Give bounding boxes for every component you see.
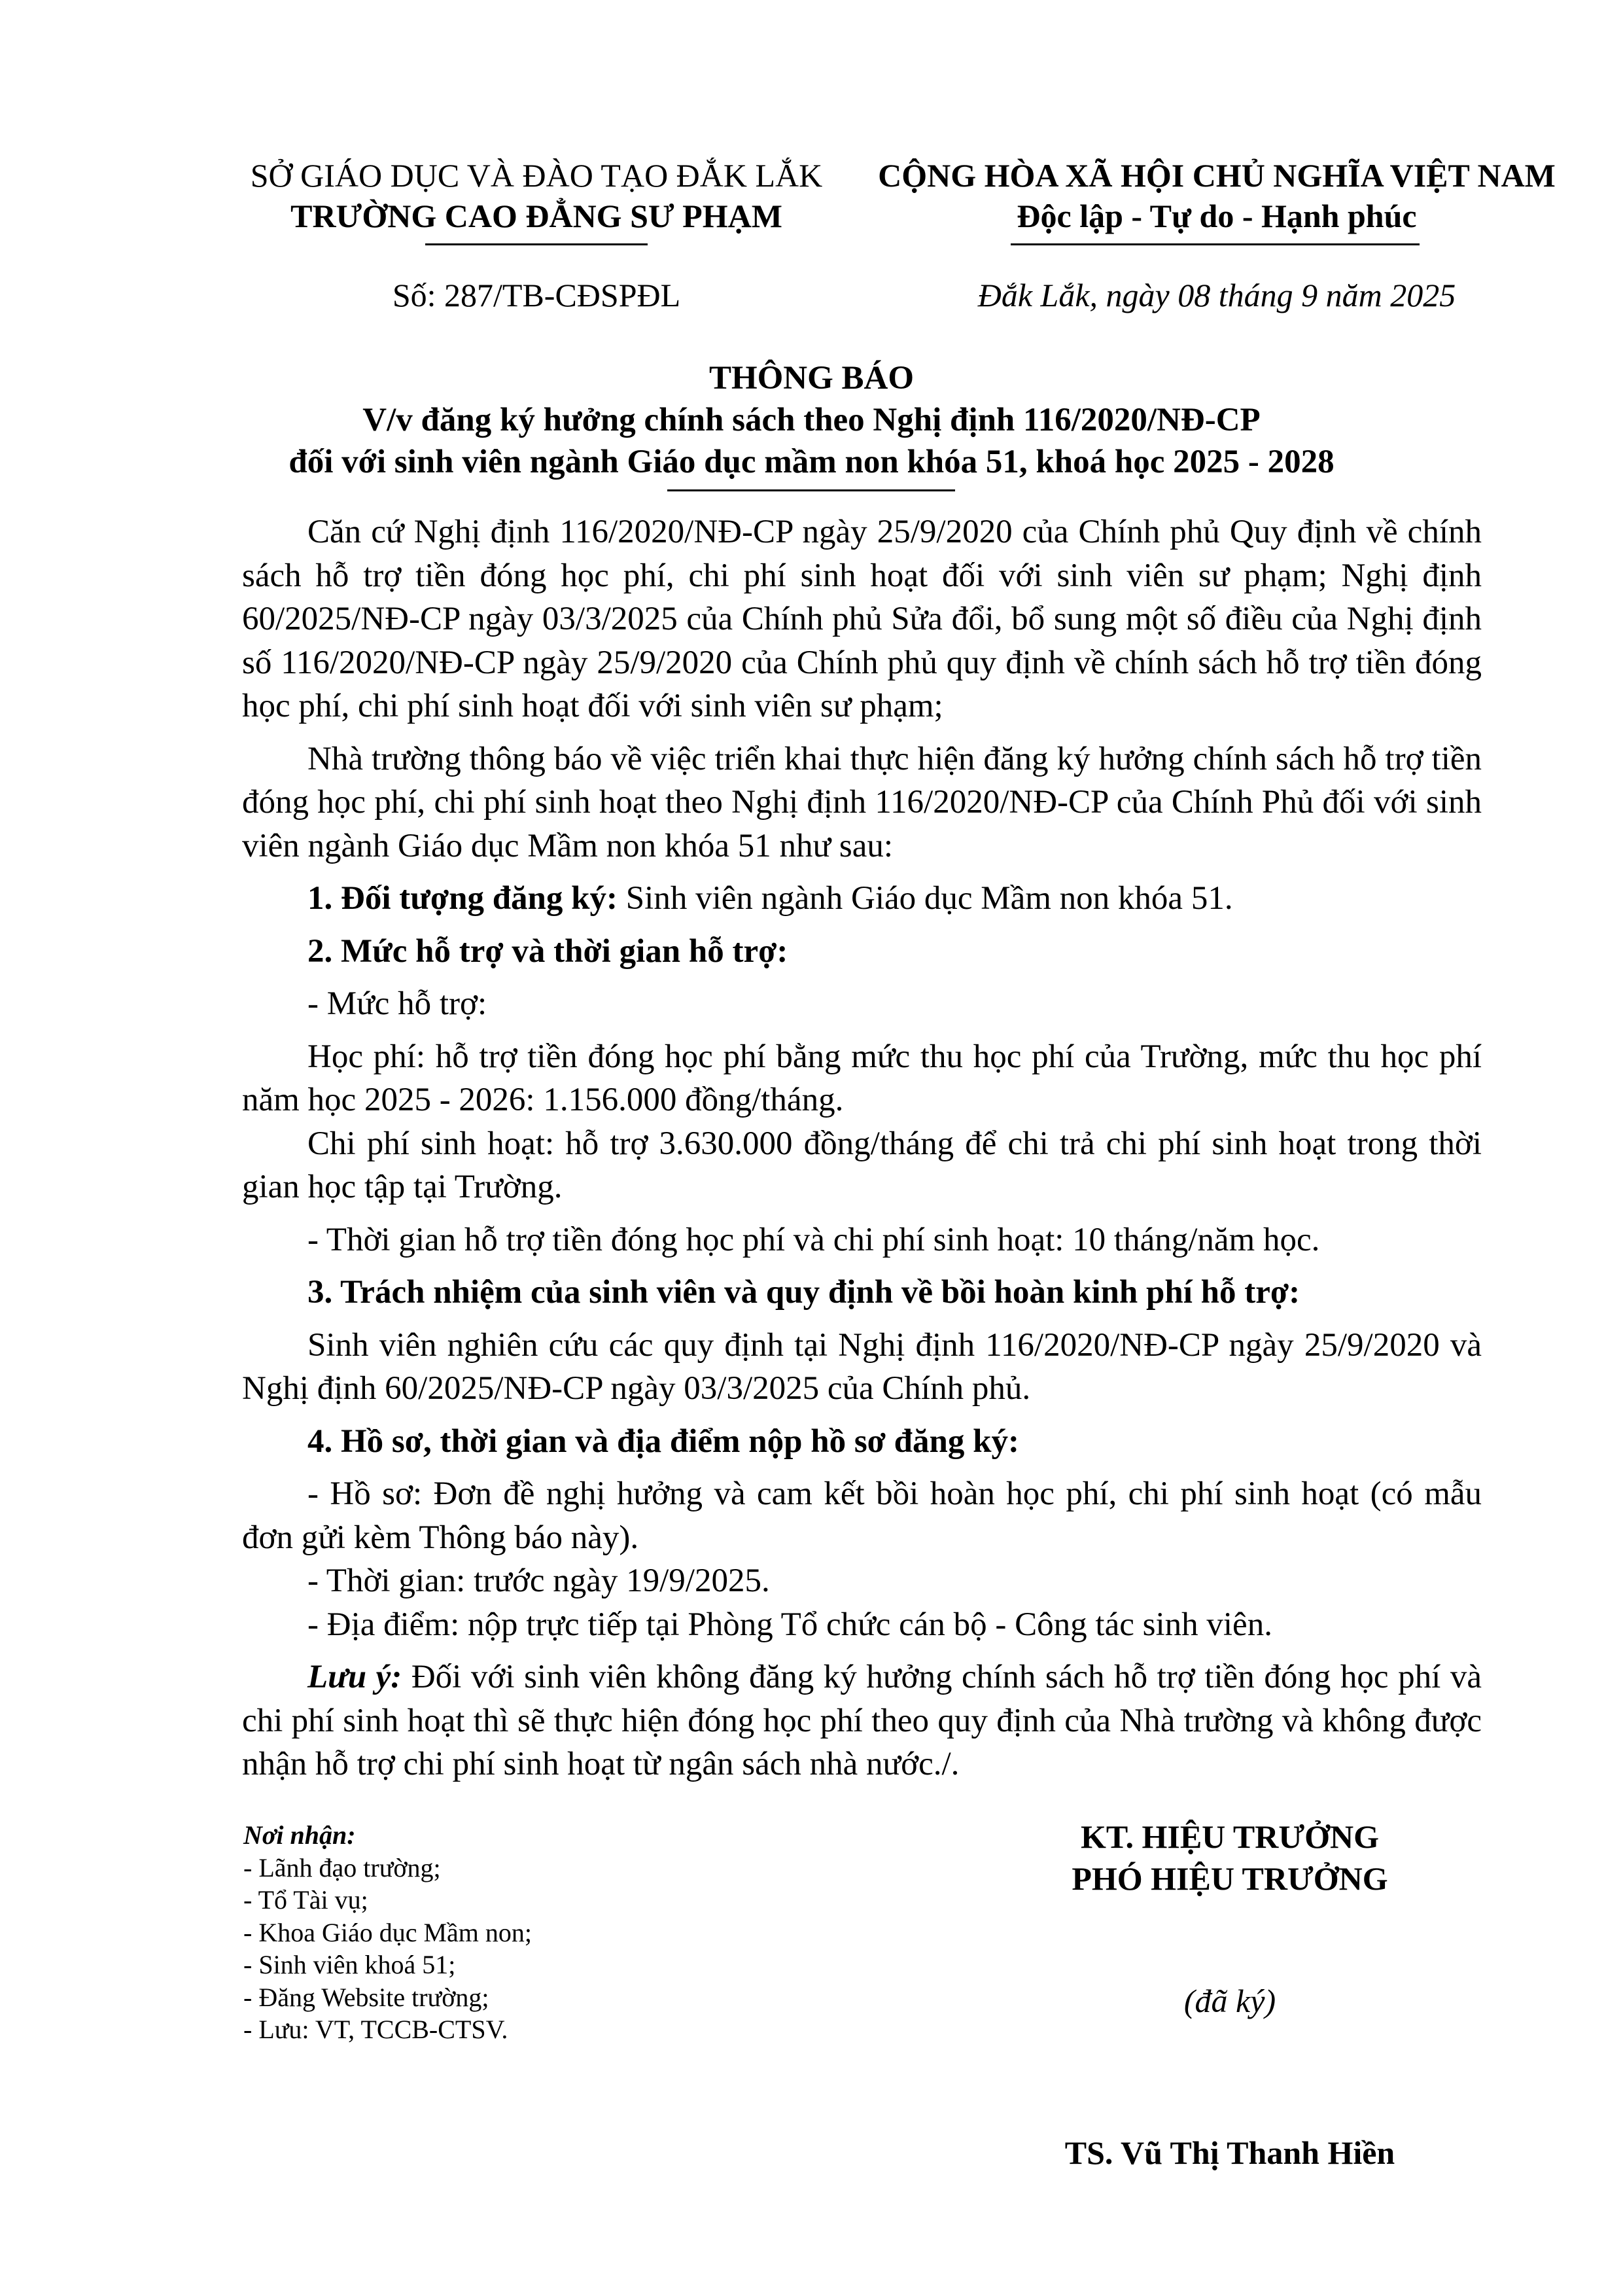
legal-basis-paragraph: Căn cứ Nghị định 116/2020/NĐ-CP ngày 25/9/2020 của Chính phủ Quy định về chính sách hỗ trợ tiền đóng học phí, chi phí sinh hoạt đối với sinh viên sư phạm; Nghị định 60/2025/NĐ-CP ngày 03/3/2025 của Chính phủ Sửa đổi, bổ sung một số điều của Nghị định số 116/2020/NĐ-CP ngày 25/9/2020 của Chính phủ quy định về chính sách hỗ trợ tiền đóng học phí, chi phí sinh hoạt đối với sinh viên sư phạm; [242, 514, 1482, 724]
note-paragraph [242, 1655, 1482, 1786]
national-title: CỘNG HÒA XÃ HỘI CHỦ NGHĨA VIỆT NAM [878, 157, 1556, 194]
notice-body [242, 510, 1482, 1786]
document-number: Số: 287/TB-CĐSPĐL [392, 277, 681, 313]
recipients-heading: Nơi nhận: [243, 1820, 356, 1850]
signer-name: TS. Vũ Thị Thanh Hiền [1064, 2134, 1395, 2171]
issue-date: Đắk Lắk, ngày 08 tháng 9 năm 2025 [977, 277, 1456, 313]
tuition-support: Học phí: hỗ trợ tiền đóng học phí bằng mức thu học phí của Trường, mức thu học phí năm học 2025 - 2026: 1.156.000 đồng/tháng. [242, 1038, 1482, 1118]
section-4-heading: 4. Hồ sơ, thời gian và địa điểm nộp hồ sơ đăng ký: [307, 1422, 1019, 1460]
recipient-item: - Đăng Website trường; [243, 1983, 489, 2012]
section-3-text: Sinh viên nghiên cứu các quy định tại Nghị định 116/2020/NĐ-CP ngày 25/9/2020 và Nghị định 60/2025/NĐ-CP ngày 03/3/2025 của Chính phủ. [242, 1326, 1482, 1407]
section-1 [242, 877, 1482, 921]
recipient-item: - Tổ Tài vụ; [243, 1885, 368, 1915]
deadline-item: - Thời gian: trước ngày 19/9/2025. [307, 1563, 770, 1599]
recipient-item: - Sinh viên khoá 51; [243, 1950, 456, 1979]
section-3-heading: 3. Trách nhiệm của sinh viên và quy định về bồi hoàn kinh phí hỗ trợ: [307, 1274, 1300, 1311]
section-1-text: Sinh viên ngành Giáo dục Mầm non khóa 51. [618, 880, 1233, 917]
note-label: Lưu ý: [307, 1659, 402, 1695]
national-motto: Độc lập - Tự do - Hạnh phúc [1017, 198, 1417, 234]
intro-paragraph: Nhà trường thông báo về việc triển khai thực hiện đăng ký hưởng chính sách hỗ trợ tiền đóng học phí, chi phí sinh hoạt theo Nghị định 116/2020/NĐ-CP của Chính Phủ đối với sinh viên ngành Giáo dục Mầm non khóa 51 như sau: [242, 740, 1482, 864]
living-cost-support: Chi phí sinh hoạt: hỗ trợ 3.630.000 đồng/tháng để chi trả chi phí sinh hoạt trong thời gian học tập tại Trường. [242, 1125, 1482, 1205]
issuer-department: SỞ GIÁO DỤC VÀ ĐÀO TẠO ĐẮK LẮK [250, 157, 823, 194]
title-underline [667, 489, 955, 491]
support-duration: - Thời gian hỗ trợ tiền đóng học phí và chi phí sinh hoạt: 10 tháng/năm học. [307, 1221, 1320, 1258]
signer-authority: KT. HIỆU TRƯỞNG [1080, 1818, 1380, 1855]
notice-title: THÔNG BÁO [708, 360, 915, 397]
recipient-item: - Khoa Giáo dục Mầm non; [243, 1918, 532, 1947]
section-1-heading: 1. Đối tượng đăng ký: [307, 880, 618, 917]
recipient-item: - Lưu: VT, TCCB-CTSV. [243, 2015, 508, 2044]
recipient-item: - Lãnh đạo trường; [243, 1853, 441, 1882]
issuer-school: TRƯỜNG CAO ĐẲNG SƯ PHẠM [290, 198, 782, 234]
notice-subject-line-2: đối với sinh viên ngành Giáo dục mầm non khóa 51, khoá học 2025 - 2028 [288, 444, 1335, 480]
location-item: - Địa điểm: nộp trực tiếp tại Phòng Tổ chức cán bộ - Công tác sinh viên. [307, 1606, 1272, 1643]
signer-title: PHÓ HIỆU TRƯỞNG [1072, 1860, 1388, 1897]
notice-subject-line-1: V/v đăng ký hưởng chính sách theo Nghị định 116/2020/NĐ-CP [362, 402, 1261, 438]
section-2-heading: 2. Mức hỗ trợ và thời gian hỗ trợ: [307, 932, 788, 970]
signed-mark: (đã ký) [1183, 1983, 1276, 2019]
dossier-item: - Hồ sơ: Đơn đề nghị hưởng và cam kết bồi hoàn học phí, chi phí sinh hoạt (có mẫu đơn gửi kèm Thông báo này). [242, 1475, 1482, 1556]
note-text: Đối với sinh viên không đăng ký hưởng chính sách hỗ trợ tiền đóng học phí và chi phí sinh hoạt thì sẽ thực hiện đóng học phí theo quy định của Nhà trường và không được nhận hỗ trợ chi phí sinh hoạt từ ngân sách nhà nước./. [242, 1659, 1482, 1782]
issuer-underline [425, 243, 648, 245]
support-level-label: - Mức hỗ trợ: [307, 985, 487, 1022]
motto-underline [1011, 243, 1420, 245]
